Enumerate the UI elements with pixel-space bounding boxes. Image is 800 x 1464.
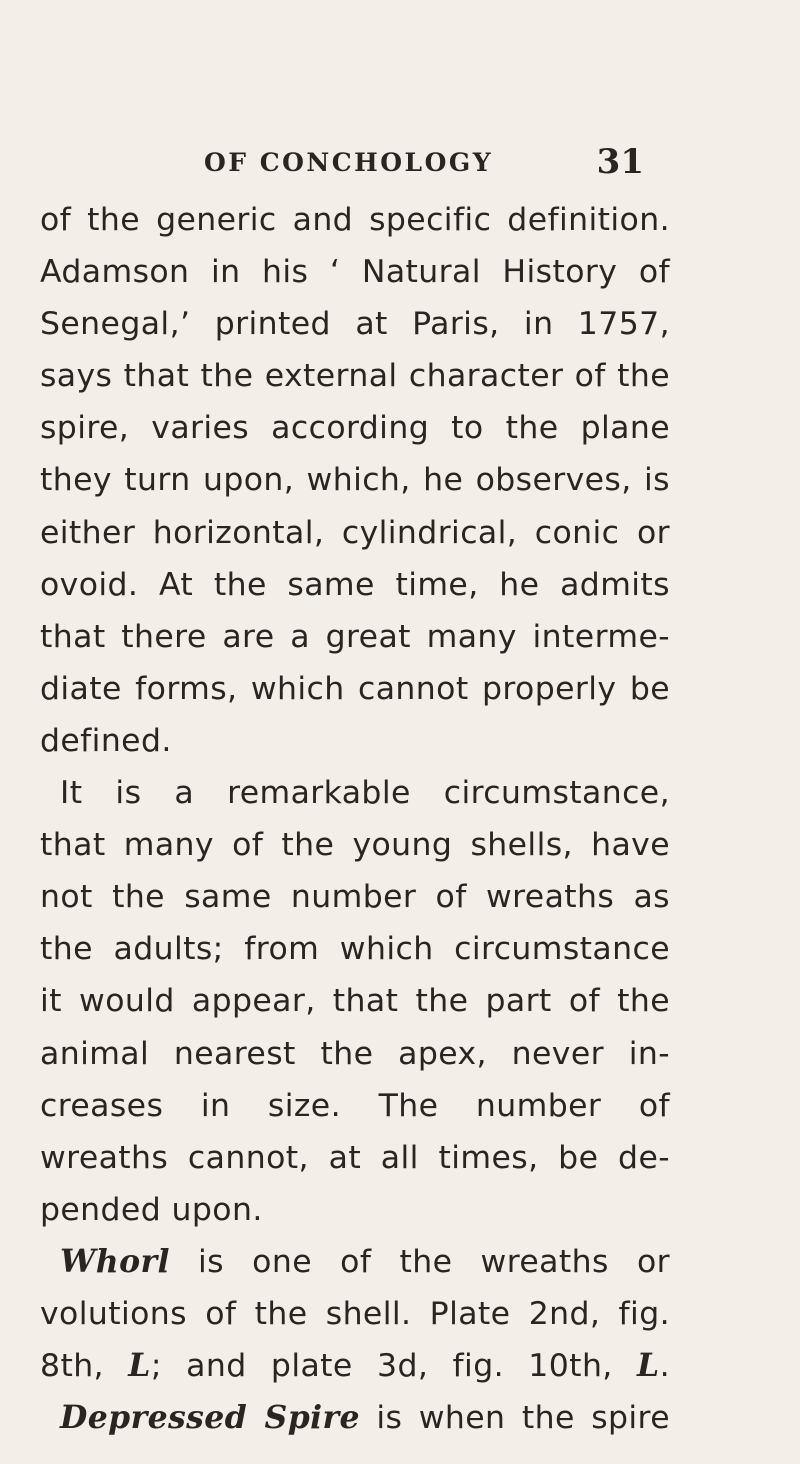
- text-line: wreaths cannot, at all times, be de-: [40, 1139, 670, 1176]
- text-line: not the same number of wreaths as: [40, 879, 670, 916]
- figure-letter: L: [128, 1347, 151, 1385]
- running-title: OF CONCHOLOGY: [204, 148, 494, 177]
- text-line: [40, 1340, 670, 1392]
- text-line: that many of the young shells, have: [40, 827, 670, 864]
- text-line: they turn upon, which, he observes, is: [40, 462, 670, 499]
- text-line: [40, 1392, 670, 1444]
- text-line: animal nearest the apex, never in-: [40, 1035, 670, 1072]
- text-line: pended upon.: [40, 1191, 263, 1228]
- text-line: says that the external character of the: [40, 358, 670, 395]
- text-line: It is a remarkable circumstance,: [60, 775, 670, 812]
- text-line: either horizontal, cylindrical, conic or: [40, 514, 670, 551]
- page-number: 31: [596, 142, 644, 182]
- figure-letter: L: [637, 1347, 660, 1385]
- line-rest: is one of the wreaths or: [169, 1243, 670, 1280]
- term-depressed-spire: Depressed Spire: [60, 1399, 360, 1437]
- text-line: spire, varies according to the plane: [40, 410, 670, 447]
- text-line: of the generic and specific definition.: [40, 202, 670, 238]
- text-line: creases in size. The number of: [40, 1087, 670, 1124]
- text-line: the adults; from which circumstance: [40, 931, 670, 968]
- text-line: Adamson in his ‘ Natural History of: [40, 254, 670, 291]
- text-line: Senegal,’ printed at Paris, in 1757,: [40, 306, 670, 343]
- line-part: ; and plate 3d, fig. 10th,: [150, 1348, 638, 1385]
- text-line: ovoid. At the same time, he admits: [40, 566, 670, 603]
- text-line: diate forms, which cannot properly be: [40, 670, 670, 707]
- text-line: it would appear, that the part of the: [40, 983, 670, 1020]
- line-rest: is when the spire: [359, 1400, 670, 1437]
- line-part: 8th,: [40, 1348, 129, 1385]
- text-line: [40, 1236, 670, 1288]
- running-head: [204, 142, 644, 188]
- text-line: defined.: [40, 722, 172, 759]
- text-line: volutions of the shell. Plate 2nd, fig.: [40, 1295, 670, 1332]
- text-line: that there are a great many interme-: [40, 618, 670, 655]
- line-part: .: [659, 1348, 671, 1385]
- body-text: [40, 194, 670, 1444]
- term-whorl: Whorl: [60, 1242, 170, 1280]
